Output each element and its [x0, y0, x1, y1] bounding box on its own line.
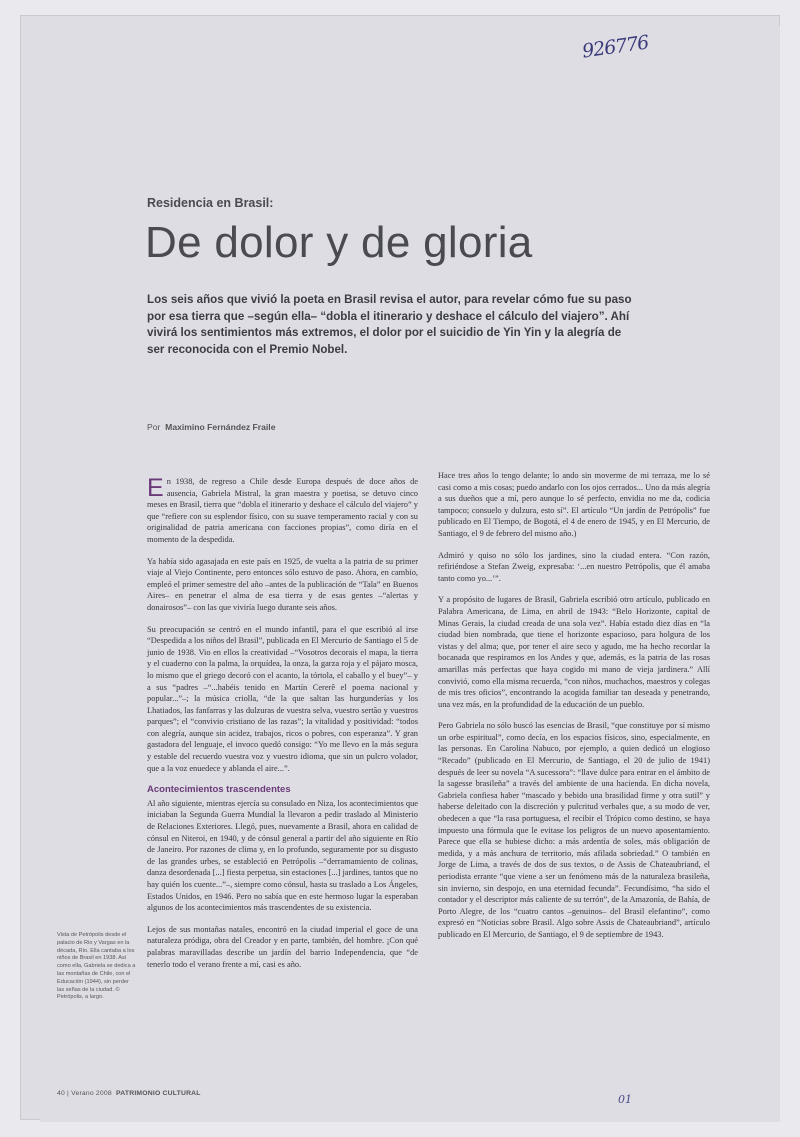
- byline-author: Maximino Fernández Fraile: [165, 422, 276, 432]
- byline-prefix: Por: [147, 422, 161, 432]
- issue-info: 40 | Verano 2008: [57, 1090, 112, 1097]
- paragraph: Ya había sido agasajada en este país en 1925, de vuelta a la patria de su primer viaje al Viejo Continente, pero entonces sólo estuvo de paso. Ahora, en cambio, empleó el primer semestre del año –antes de la publicación de “Tala” en Buenos Aires– en penetrar el alma de esa tierra y de esas gentes –“alertas y donairosos”– con las que viviría luego durante seis años.: [147, 556, 418, 612]
- magazine-name: PATRIMONIO CULTURAL: [116, 1090, 201, 1097]
- byline: [147, 422, 275, 432]
- paragraph: Al año siguiente, mientras ejercía su consulado en Niza, los acontecimientos que iniciaban la Segunda Guerra Mundial la llevaron a pedir traslado al Ministerio de Relaciones Exteriores. Llegó, pues, nuevamente a Brasil, ahora en calidad de cónsul en Niteroi, en 1940, y de cónsul general a partir del año siguiente en Río de Janeiro. Por razones de clima y, en lo profundo, seguramente por su disgusto de las grandes urbes, se estableció en Petrópolis –“derramamiento de colinas, danza desordenada [...] fiesta perpetua, sin estaciones [...] jardines, tantos que no hay quién los cuente...”–, siempre como cónsul, hasta su traslado a Los Ángeles, Estados Unidos, en 1946. Pero no sabía que en este hermoso lugar la esperaban algunos de los acontecimientos más trascendentes de su existencia.: [147, 798, 418, 913]
- paragraph: Hace tres años lo tengo delante; lo ando sin moverme de mi terraza, me lo sé casi como a mis cosas; puedo andarlo con los ojos cerrados... Uno da más alegría a sus dueños que a mí, pero aunque lo sé perfecto, envidia no me da, codicia tampoco; consuelo y dulzura, esto sí”. El artículo “Un jardín de Petrópolis” fue publicado en El Tiempo, de Bogotá, el 4 de enero de 1945, y en El Mercurio, de Santiago, el 9 de febrero del mismo año.): [438, 471, 710, 538]
- paragraph: [147, 476, 418, 546]
- handwritten-page-mark: 01: [618, 1093, 632, 1106]
- paragraph: Lejos de sus montañas natales, encontró en la ciudad imperial el goce de una naturaleza pródiga, obra del Creador y en parte, también, del hombre. ¡Con qué palabras maravilladas describe un jardín del barrio Independencia, que “de tenerlo todo el verano frente a mí, casi es año.: [147, 924, 418, 969]
- photo-caption: Vista de Petrópolis desde el palacio de Rio y Vargas en la década, Río. Ella cantaba a los niños de Brasil en 1938. Así como ella, Gabriela se dedica a las montañas de Chile, con el Educación (1944), sin perder las señas de la ciudad. © Petrópolis, a largo.: [57, 932, 136, 1001]
- paragraph: Y a propósito de lugares de Brasil, Gabriela escribió otro artículo, publicado en Palabra Americana, de Lima, en abril de 1943: “Belo Horizonte, capital de Minas Gerais, la ciudad creada de una sola vez”. Había estado diez días en “la ciudad bien nombrada, que tiene el horizonte espacioso, para holgura de los vistas y del alma; que, por tener el aire seco y agudo, me ha hecho recordar la bocanada que respiramos en los Andes y que, además, es la patria de las rosas amarillas más perfectas que haya cogido mi mano de vieja jardinera.” Allí convivió, como ella misma recuerda, “con niños, muchachos, maestros y colegas de mis tres oficios”, encontrando la acogida familiar tan deseada y penetrando, una vez más, en la profundidad de la educación de un pueblo.: [438, 595, 710, 709]
- handwritten-catalog-number: 926776: [580, 31, 650, 63]
- article-title: De dolor y de gloria: [145, 218, 533, 267]
- text-column-left: [147, 476, 418, 980]
- article-lead: Los seis años que vivió la poeta en Brasil revisa el autor, para revelar cómo fue su paso por esa tierra que –según ella– “dobla el itinerario y deshace el cálculo del viajero”. Ahí vivirá los sentimientos más extremos, el dolor por el suicidio de Yin Yin y la alegría de ser reconocida con el Premio Nobel.: [147, 293, 632, 356]
- section-subhead: Acontecimientos trascendentes: [147, 784, 291, 796]
- page-footer: [57, 1090, 201, 1097]
- paragraph: Su preocupación se centró en el mundo infantil, para el que escribió al irse “Despedida a los niños del Brasil”, publicada en El Mercurio de Santiago el 5 de junio de 1938. Vio en ellos la creatividad –“Vosotros decorais el mapa, la tierra y el cuaderno con la palma, la orquídea, la onza, la garza roja y el pájaro mosca, lo mismo que el griego decoró con el acanto, la tórtola, el caballo y el buey”– y a sus “padres –“...habéis tenido en Martín Cererê el poema nacional y popular...”–; la música criolla, “de la que saltan las hurgunderías y los Lhatiados, las fanfarras y las dulzuras de vuestra selva, vuestro sertão y vuestros parques”; el “convivio cristiano de las razas”; la vitalidad y positividad: “todos con alegría, aunque sin acidez, trabajos, ricos o pobres, con esperanza”. Y gran gastadora del lenguaje, el invoco quedó consigo: “Yo me llevo en la más segura y estable del recuerdo vuestra voz y vuestro idioma, que sin un pulcro volador, que a la voz enuedece y ablanda el aire...”.: [147, 624, 418, 773]
- paragraph: Pero Gabriela no sólo buscó las esencias de Brasil, “que constituye por sí mismo un orbe espiritual”, como decía, en los espacios físicos, sino, especialmente, en las personas. En Carolina Nabuco, por ejemplo, a quien dedicó un elogioso “Recado” (publicado en El Mercurio, de Santiago, el 20 de julio de 1941) después de leer su novela “A sucessora”: “llave dulce para entrar en el ámbito de la sagesse brasileña” a través del ambiente de una hacienda. En dicha novela, Gabriela confiesa haber “mascado y bebido una brasilidad firme y otra sutil” y haberse deleitado con la discreción y pulcritud verbales que, a su modo de ver, obedecen a que “la rasa portuguesa, el recibir el Trópico como destino, se haya impuesto una fórmula que le evitase los peligros de un nuevo aposentamiento. Parece que ella se hubiese dicho: a más ardentía de soles, más obligación de medida, y a más anchura de territorio, más afilada sobriedad.” O también en Jorge de Lima, a través de dos de sus textos, o de Assis de Chateaubriand, el periodista errante “que viene a ser un fenómeno más de la naturaleza brasileña, sin invierno, sin despojo, en una eternidad fecunda”. Fecundísimo, “ha sido el contador y el descriptor más caliente de su terrón”, de la Amazonía, de Bahía, de Porto Alegre, de los “cuatro cantos –genuinos– del Brasil elefantino”, como expresó en “Noticias sobre Brasil. Algo sobre Assis de Chateaubriand”, artículo publicado en El Mercurio, de Santiago, el 9 de septiembre de 1943.: [438, 721, 710, 939]
- text-column-right: [438, 470, 710, 951]
- paragraph: Admiró y quiso no sólo los jardines, sino la ciudad entera. “Con razón, refiriéndose a Stefan Zweig, expresaba: ‘...en nuestro Petrópolis, que él amaba tanto como yo...’”.: [438, 550, 710, 583]
- article-kicker: Residencia en Brasil:: [147, 196, 274, 210]
- paragraph-text: n 1938, de regreso a Chile desde Europa después de doce años de ausencia, Gabriela Mistral, la gran maestra y poetisa, se detuvo cinco meses en Brasil, tierra que “dobla el itinerario y deshace el cálculo del viajero” y que “refiere con su esplendor físico, con su suave temperamento racial y con su originalidad de patria americana con facciones propias”, como diría en el momento de la despedida.: [147, 477, 418, 544]
- drop-cap: E: [147, 474, 164, 502]
